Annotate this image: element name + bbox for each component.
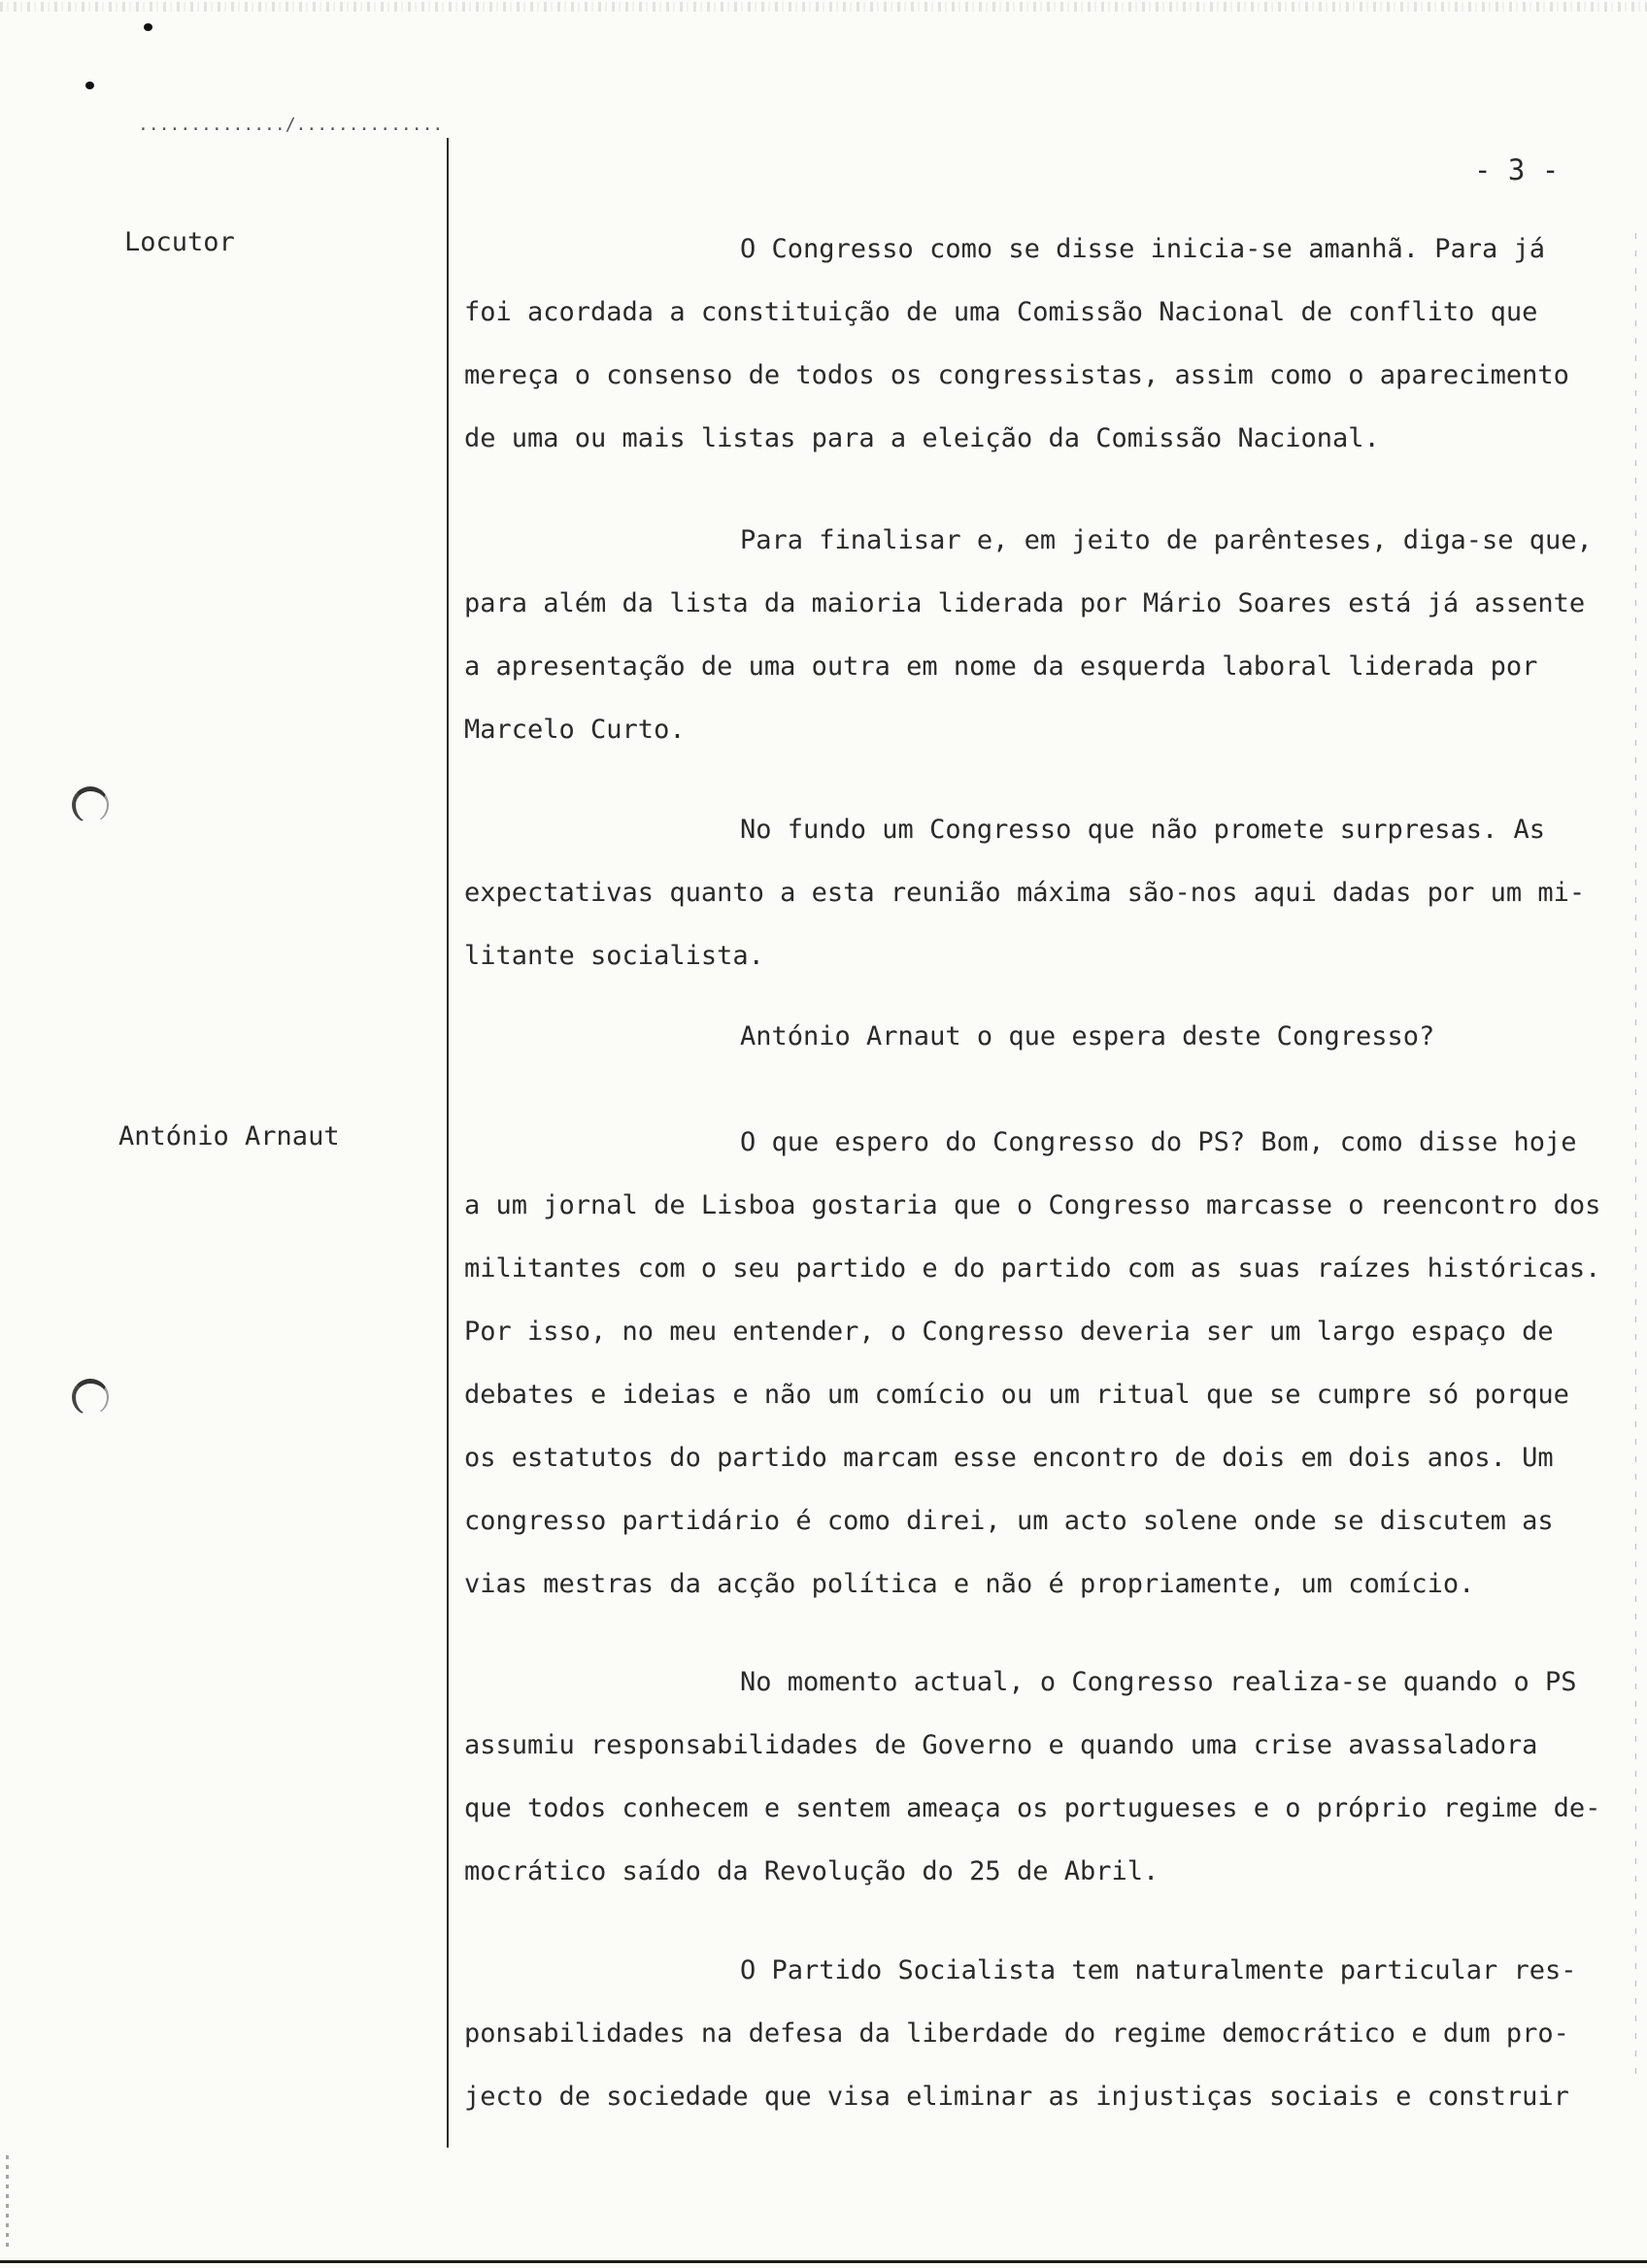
paragraph-current-moment: [464, 1651, 1620, 1903]
scan-speck: [144, 23, 152, 31]
text-line: António Arnaut o que espera deste Congresso?: [740, 1021, 1435, 1051]
paragraph-socialist-party: [464, 1939, 1620, 2128]
paragraph-question: [464, 1005, 1620, 1068]
speaker-label-locutor: Locutor: [124, 227, 235, 257]
text-line: congresso partidário é como direi, um acto solene onde se discutem as: [464, 1506, 1554, 1536]
text-line: debates e ideias e não um comício ou um ritual que se cumpre só porque: [464, 1380, 1569, 1410]
text-line: Por isso, no meu entender, o Congresso deveria ser um largo espaço de: [464, 1317, 1554, 1347]
punch-hole-mark: [72, 1379, 109, 1416]
text-line: vias mestras da acção política e não é propriamente, um comício.: [464, 1569, 1475, 1599]
text-line: foi acordada a constituição de uma Comissão Nacional de conflito que: [464, 297, 1538, 327]
paragraph-lists: [464, 509, 1620, 761]
text-line: Marcelo Curto.: [464, 715, 686, 745]
text-line: militantes com o seu partido e do partido com as suas raízes históricas.: [464, 1253, 1601, 1284]
scan-left-edge: [6, 2155, 9, 2252]
scan-speck: [85, 82, 94, 89]
text-line: No momento actual, o Congresso realiza-se quando o PS: [740, 1667, 1577, 1697]
text-line: assumiu responsabilidades de Governo e quando uma crise avassaladora: [464, 1730, 1538, 1760]
scan-bottom-edge: [0, 2260, 1647, 2263]
speaker-label-arnaut: António Arnaut: [118, 1121, 340, 1151]
speaker-margin-rule: [447, 138, 449, 2148]
text-line: ponsabilidades na defesa da liberdade do regime democrático e dum pro-: [464, 2018, 1569, 2049]
punch-hole-mark: [72, 786, 109, 823]
paragraph-constitution: [464, 217, 1620, 470]
text-line: No fundo um Congresso que não promete surpresas. As: [740, 815, 1546, 845]
text-line: O Partido Socialista tem naturalmente particular res-: [740, 1955, 1577, 1985]
text-line: mereça o consenso de todos os congressistas, assim como o aparecimento: [464, 360, 1569, 390]
scan-right-edge: [1635, 233, 1636, 2078]
text-line: para além da lista da maioria liderada por Mário Soares está já assente: [464, 588, 1586, 618]
text-line: jecto de sociedade que visa eliminar as injustiças sociais e construir: [464, 2082, 1569, 2112]
page-number: - 3 -: [1474, 153, 1560, 186]
scan-top-edge: [0, 2, 1647, 12]
text-line: Para finalisar e, em jeito de parênteses, diga-se que,: [740, 525, 1593, 555]
reference-number-field: ............../..............: [138, 115, 444, 135]
text-line: de uma ou mais listas para a eleição da Comissão Nacional.: [464, 423, 1380, 453]
text-line: que todos conhecem e sentem ameaça os portugueses e o próprio regime de-: [464, 1793, 1601, 1823]
text-line: litante socialista.: [464, 941, 764, 971]
text-line: mocrático saído da Revolução do 25 de Abril.: [464, 1856, 1160, 1886]
text-line: os estatutos do partido marcam esse encontro de dois em dois anos. Um: [464, 1443, 1554, 1473]
text-line: expectativas quanto a esta reunião máxima são-nos aqui dadas por um mi-: [464, 878, 1586, 908]
text-line: a apresentação de uma outra em nome da esquerda laboral liderada por: [464, 651, 1538, 682]
text-line: O Congresso como se disse inicia-se amanhã. Para já: [740, 234, 1546, 264]
text-line: a um jornal de Lisboa gostaria que o Congresso marcasse o reencontro dos: [464, 1190, 1601, 1220]
text-line: O que espero do Congresso do PS? Bom, como disse hoje: [740, 1127, 1577, 1157]
paragraph-expectations: [464, 798, 1620, 987]
paragraph-answer: [464, 1111, 1620, 1616]
